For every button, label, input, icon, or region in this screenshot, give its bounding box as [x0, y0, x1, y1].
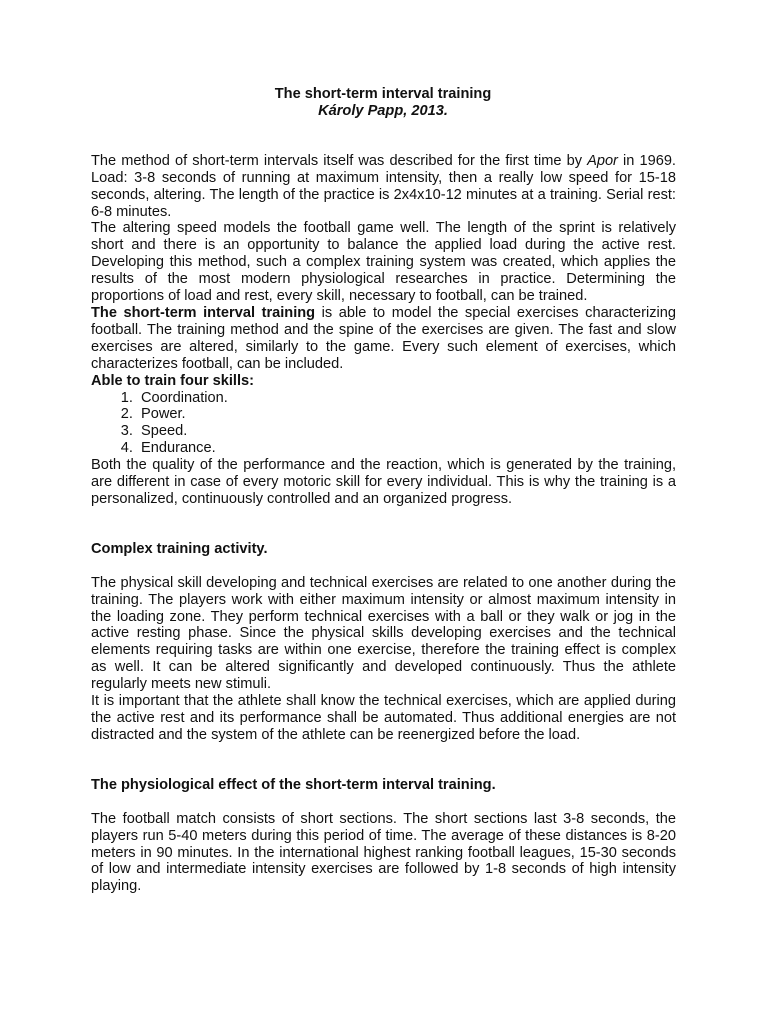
title-block: [90, 86, 676, 120]
section3-paragraph-1: The football match consists of short sections. The short sections last 3-8 seconds, the players run 5-40 meters during this period of time. The average of these distances is 8-20 meters in 90 minutes. In the international highest ranking football leagues, 15-30 seconds of low and intermediate intensity exercises are followed by 1-8 seconds of high intensity playing.: [91, 810, 676, 895]
intro-p1-text-b: in 1969. Load: 3-8 seconds of running at maximum intensity, then a really low speed for 15-18 seconds, altering. The length of the practice is 2x4x10-12 minutes at a training. Serial rest: 6-8 minutes.: [91, 152, 676, 220]
list-item: 2. Power.: [137, 406, 676, 423]
list-item: 1. Coordination.: [137, 390, 676, 407]
document-title: The short-term interval training: [274, 86, 492, 102]
intro-paragraph-3: [91, 305, 676, 373]
list-item: 3. Speed.: [137, 423, 676, 440]
skills-heading: Able to train four skills:: [91, 372, 254, 389]
intro-p3-bold: The short-term interval training: [91, 304, 316, 321]
section-heading-physiological-effect: The physiological effect of the short-term interval training.: [91, 776, 496, 793]
document-author: Károly Papp, 2013.: [318, 102, 448, 119]
document-page: [91, 86, 676, 895]
section-heading-complex-training: Complex training activity.: [91, 540, 268, 557]
intro-paragraph-4: Both the quality of the performance and the reaction, which is generated by the training, are different in case of every motoric skill for every individual. This is why the training is a personalized, continuously controlled and an organized progress.: [91, 457, 676, 507]
intro-p3-text: is able to model the special exercises characterizing football. The training method and the spine of the exercises are given. The fast and slow exercises are altered, similarly to the game. Every such element of exercises, which characterizes football, can be included.: [91, 304, 676, 372]
intro-paragraph-1: [91, 153, 676, 221]
intro-p1-emphasis: Apor: [587, 152, 618, 169]
intro-paragraph-2: The altering speed models the football game well. The length of the sprint is relatively short and there is an opportunity to balance the applied load during the active rest. Developing this method, such a complex training system was created, which applies the results of the most modern physiological researches in practice. Determining the proportions of load and rest, every skill, necessary to football, can be trained.: [91, 220, 676, 305]
section2-paragraph-1: The physical skill developing and technical exercises are related to one another during the training. The players work with either maximum intensity or almost maximum intensity in the loading zone. They perform technical exercises with a ball or they walk or jog in the active resting phase. Since the physical skills developing exercises and the technical elements requiring tasks are within one exercise, therefore the training effect is complex as well. It can be altered significantly and developed continuously. Thus the athlete regularly meets new stimuli.: [91, 574, 676, 693]
skills-list: [91, 390, 676, 458]
list-item: 4. Endurance.: [137, 440, 676, 457]
intro-p1-text-a: The method of short-term intervals itself was described for the first time by: [91, 152, 588, 169]
section2-paragraph-2: It is important that the athlete shall know the technical exercises, which are applied during the active rest and its performance shall be automated. Thus additional energies are not distracted and the system of the athlete can be reenergized before the load.: [91, 693, 676, 743]
